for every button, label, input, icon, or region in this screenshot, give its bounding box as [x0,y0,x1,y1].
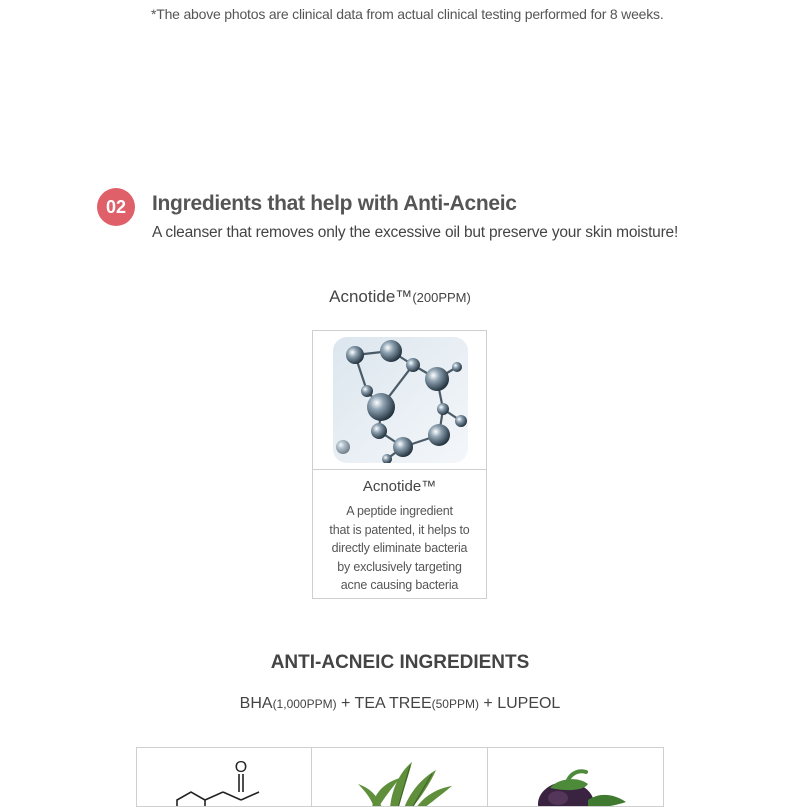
card-description-line: by exclusively targeting [337,559,462,574]
ingredient-teatree-name: TEA TREE [354,695,432,712]
bha-tile [136,747,312,807]
section-subtitle: A cleanser that removes only the excessive oil but preserve your skin moisture! [152,224,679,241]
ingredient-tiles [136,747,664,807]
card-ingredient-name: Acnotide™ [362,478,437,495]
featured-ingredient-amount: (200PPM) [412,290,471,305]
ingredient-teatree-amount: (50PPM) [431,697,479,711]
eggplant-icon [488,748,664,807]
card-description-line: that is patented, it helps to [329,522,470,537]
card-description-line: A peptide ingredient [346,504,453,518]
card-description-line: acne causing bacteria [340,578,459,592]
molecule-icon [333,337,468,463]
lupeol-tile [488,747,664,807]
anti-acneic-heading: ANTI-ACNEIC INGREDIENTS [270,652,530,673]
bha-structure-icon [137,748,312,807]
ingredient-card [312,330,487,599]
tea-tree-leaf-icon [312,748,488,807]
ingredient-bha-amount: (1,000PPM) [272,697,337,711]
featured-ingredient-name: Acnotide™ [329,287,413,306]
plus-separator: + [336,695,355,712]
clinical-note: *The above photos are clinical data from actual clinical testing performed for 8 weeks. [151,6,664,22]
tea-tree-tile [312,747,488,807]
ingredient-lupeol-name: LUPEOL [497,695,561,712]
molecule-image [313,331,486,470]
featured-ingredient-title [0,287,800,307]
section-title: Ingredients that help with Anti-Acneic [152,192,517,215]
section-number-badge: 02 [97,188,135,226]
plus-separator: + [478,695,498,712]
oxygen-label: O [234,759,248,776]
card-description [313,502,486,595]
ingredient-formula [0,695,800,713]
ingredient-bha-name: BHA [239,695,273,712]
card-description-line: directly eliminate bacteria [331,541,468,555]
